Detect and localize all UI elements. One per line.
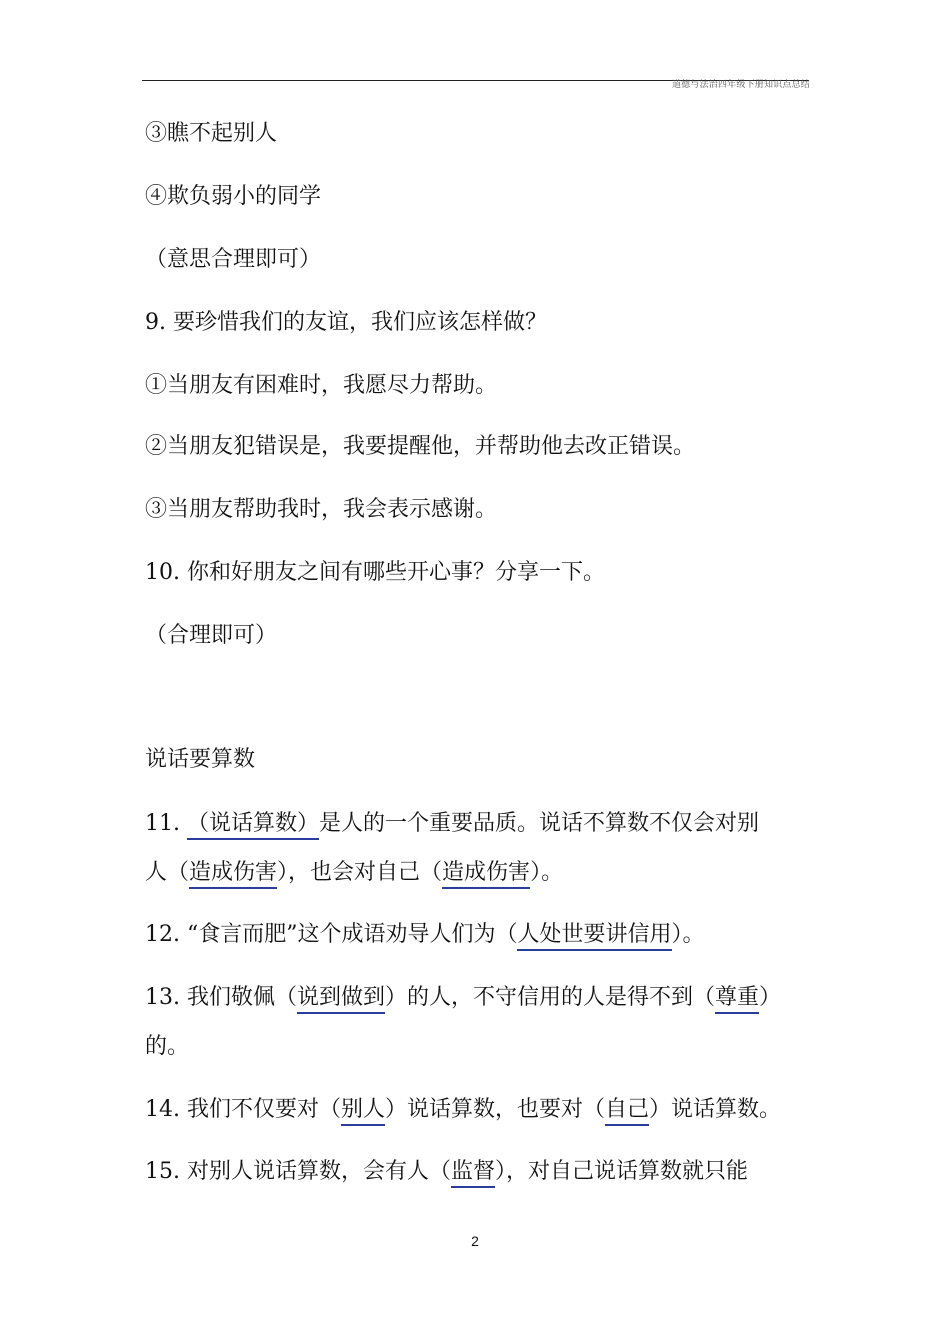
question-text: ），对自己说话算数就只能 (495, 1159, 749, 1184)
question-text: “食言而肥”这个成语劝导人们为（ (186, 922, 518, 947)
blank-answer: （说话算数） (187, 812, 319, 840)
answer-item-1: ①当朋友有困难时，我愿尽力帮助。 (145, 373, 498, 398)
section-title: 说话要算数 (145, 747, 256, 772)
question-text: ）。 (671, 922, 705, 947)
blank-answer: 别人 (341, 1098, 385, 1126)
answer-item-2: ②当朋友犯错误是，我要提醒他，并帮助他去改正错误。 (145, 434, 696, 459)
question-text: 人（ (145, 860, 190, 885)
question-number: 12. (145, 922, 187, 947)
blank-answer: 造成伤害 (189, 861, 277, 889)
question-text: 是人的一个重要品质。说话不算数不仅会对别 (319, 811, 760, 836)
header-title: 道德与法治四年级下册知识点总结 (671, 80, 810, 90)
answer-item-3: ③瞧不起别人 (145, 121, 278, 146)
page-number: 2 (471, 1233, 479, 1249)
question-text: 我们不仅要对（ (186, 1097, 341, 1122)
blank-answer: 监督 (451, 1160, 495, 1188)
answer-note-2: （合理即可） (145, 623, 278, 648)
question-11-line-1 (145, 810, 759, 840)
question-13-line-1 (145, 984, 781, 1014)
question-text: ）的人，不守信用的人是得不到（ (385, 985, 716, 1010)
question-text: ）说话算数。 (649, 1097, 782, 1122)
answer-item-4: ④欺负弱小的同学 (145, 184, 322, 209)
question-text: 我们敬佩（ (186, 985, 297, 1010)
blank-answer: 人处世要讲信用 (517, 923, 671, 951)
question-text: ）。 (530, 860, 564, 885)
question-number: 15. (145, 1159, 187, 1184)
question-text: ） (759, 985, 782, 1010)
answer-note: （意思合理即可） (145, 247, 322, 272)
blank-answer: 自己 (605, 1098, 649, 1126)
question-number: 14. (145, 1097, 187, 1122)
question-15 (145, 1158, 748, 1188)
question-number: 13. (145, 985, 187, 1010)
blank-answer: 尊重 (715, 986, 759, 1014)
question-13-line-2: 的。 (145, 1034, 190, 1059)
question-text: 对别人说话算数，会有人（ (186, 1159, 451, 1184)
question-number: 11. (145, 811, 187, 836)
question-14 (145, 1096, 781, 1126)
question-text: ）说话算数，也要对（ (385, 1097, 606, 1122)
question-9: 9. 要珍惜我们的友谊，我们应该怎样做？ (145, 310, 547, 335)
question-12 (145, 921, 705, 951)
question-text: ），也会对自己（ (277, 860, 443, 885)
blank-answer: 造成伤害 (442, 861, 530, 889)
question-11-line-2 (145, 859, 563, 889)
question-10: 10. 你和好朋友之间有哪些开心事？分享一下。 (145, 560, 605, 585)
blank-answer: 说到做到 (297, 986, 385, 1014)
answer-item-3b: ③当朋友帮助我时，我会表示感谢。 (145, 497, 498, 522)
